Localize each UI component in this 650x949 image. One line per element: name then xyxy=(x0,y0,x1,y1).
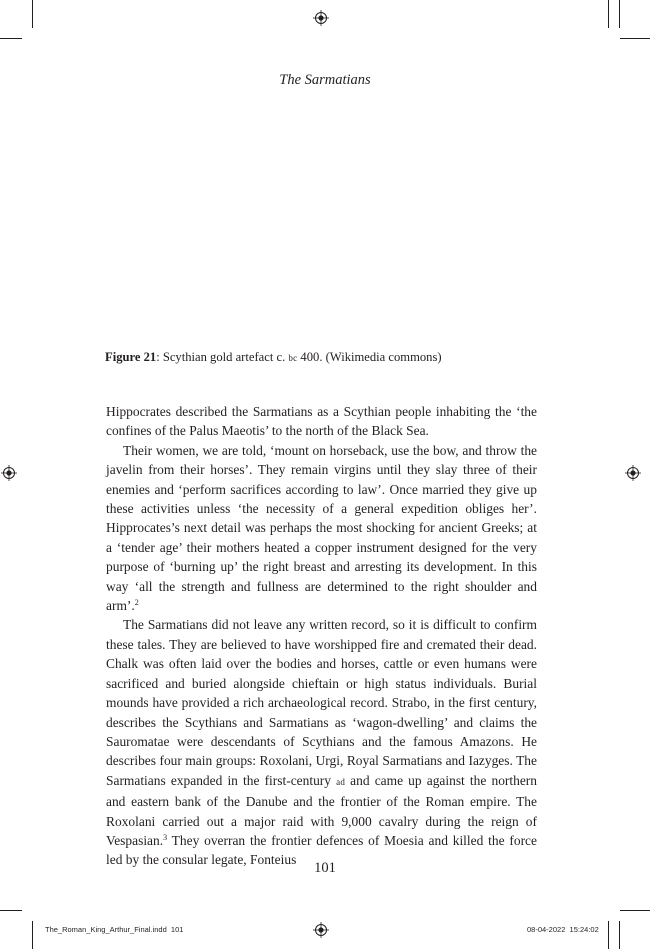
caption-text: : Scythian gold artefact c. xyxy=(156,350,289,364)
slug-datetime xyxy=(527,925,599,934)
registration-mark-icon xyxy=(313,922,329,938)
era-abbreviation: ad xyxy=(336,776,346,787)
paragraph-text: They overran the frontier defences of Moesia and killed the force led by the consular legate, Fonteius xyxy=(106,832,537,868)
paragraph xyxy=(106,615,537,869)
paragraph: Hippocrates described the Sarmatians as a Scythian people inhabiting the ‘the confines of the Palus Maeotis’ to the north of the Black Sea. xyxy=(106,404,537,439)
slug-file-page: 101 xyxy=(170,925,184,934)
slug-file-name: The_Roman_King_Arthur_Final.indd xyxy=(45,925,167,934)
footnote-ref: 3 xyxy=(163,832,168,842)
page-number: 101 xyxy=(314,860,336,876)
running-header: The Sarmatians xyxy=(279,72,371,88)
crop-mark xyxy=(619,0,620,28)
slug-time: 15:24:02 xyxy=(569,925,599,934)
figure-label: Figure 21 xyxy=(105,350,157,364)
crop-mark xyxy=(608,0,609,28)
paragraph-text: The Sarmatians did not leave any written record, so it is difficult to confirm these tales. They are believed to have worshipped fire and cremated their dead. Chalk was often laid over the bodies and horses, cattle or even humans were sacrificed and buried alongside chieftain or high status individuals. Burial mounds have provided a rich archaeological record. Strabo, in the first century, describes the Scythians and Sarmatians as ‘wagon-dwelling’ and claims the Sauromatae were descendants of Scythians and the famous Amazons. He describes four main groups: Roxolani, Urgi, Royal Sarmatians and Iazyges. The Sarmatians expanded in the first-century xyxy=(106,617,537,788)
body-text xyxy=(106,402,537,870)
slug-file xyxy=(45,925,183,934)
slug-date: 08-04-2022 xyxy=(527,925,566,934)
figure-caption xyxy=(105,349,545,366)
crop-mark xyxy=(0,910,22,911)
crop-mark xyxy=(0,38,22,39)
caption-era: bc xyxy=(288,353,298,363)
footnote-ref: 2 xyxy=(134,598,139,608)
crop-mark xyxy=(620,38,650,39)
crop-mark xyxy=(620,910,650,911)
paragraph-text: and came up against the northern and eastern bank of the Danube and the frontier of the Roman empire. The Roxolani carried out a major raid with 9,000 cavalry during the reign of Vespasian. xyxy=(106,772,537,848)
crop-mark xyxy=(32,0,33,28)
paragraph xyxy=(106,441,537,616)
paragraph-text: Their women, we are told, ‘mount on horseback, use the bow, and throw the javelin from their horses’. They remain virgins until they slay three of their enemies and ‘perform sacrifices according to law’. Once married they give up these activities unless ‘the necessity of a general expedition obliges her’. Hipprocates’s next detail was perhaps the most shocking for ancient Greeks; at a ‘tender age’ their mothers heated a copper instrument designed for the very purpose of ‘burning up’ the right breast and arresting its development. In this way ‘all the strength and fullness are determined to the right shoulder and arm’. xyxy=(106,442,537,614)
registration-mark-icon xyxy=(625,465,641,481)
registration-mark-icon xyxy=(313,10,329,26)
registration-mark-icon xyxy=(1,465,17,481)
crop-mark xyxy=(608,921,609,949)
crop-mark xyxy=(32,921,33,949)
crop-mark xyxy=(619,921,620,949)
caption-text: 400. (Wikimedia commons) xyxy=(297,350,442,364)
